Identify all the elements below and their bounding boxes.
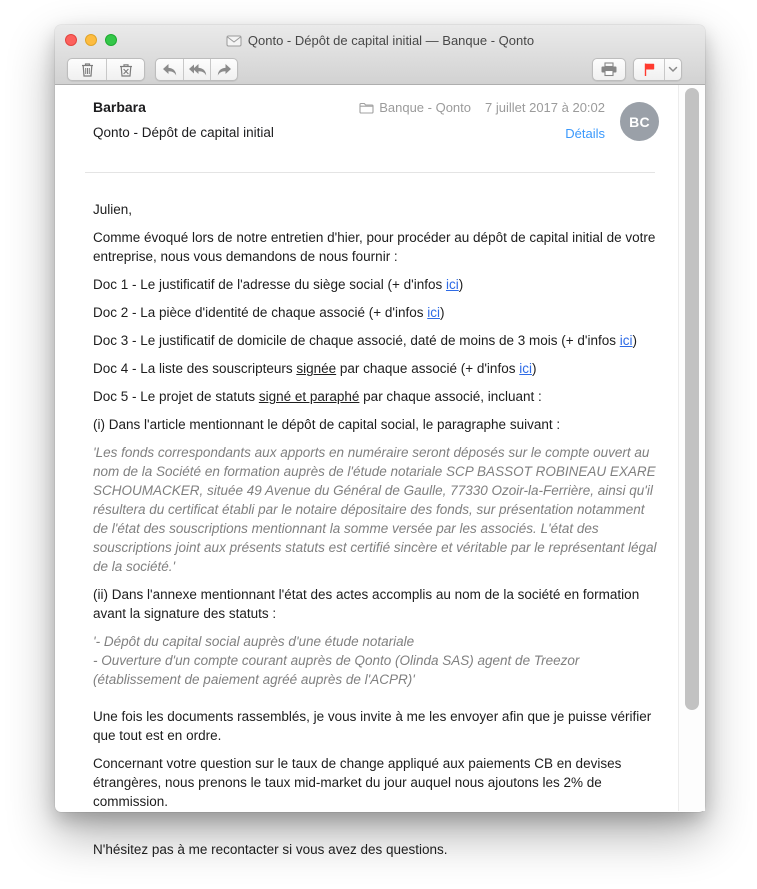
flag-segment [633,58,682,81]
doc-underline: signé et paraphé [258,389,360,404]
date-label: 7 juillet 2017 à 20:02 [485,100,605,115]
info-link[interactable]: ici [519,361,532,376]
annex-quote-line-1: '- Dépôt du capital social auprès d'une étude notariale [93,634,415,649]
reply-all-icon [188,62,207,77]
junk-button[interactable] [106,59,144,80]
delete-button[interactable] [68,59,106,80]
doc-text: Doc 4 - La liste des souscripteurs [93,361,297,376]
greeting-paragraph: Julien, [93,202,133,217]
intro-paragraph: Comme évoqué lors de notre entretien d'hier, pour procéder au dépôt de capital initial de votre entreprise, nous vous demandons de nous fournir : [93,230,656,264]
doc-line-1 [93,275,660,294]
forward-icon [216,62,233,77]
doc-text: ) [531,361,537,376]
doc-text: ) [632,333,637,348]
mailbox-name: Banque - Qonto [379,100,472,115]
doc-text: par chaque associé, incluant : [359,389,542,404]
title-row [55,25,705,55]
message-content [55,85,705,857]
info-link[interactable]: ici [619,333,633,348]
mailbox-label [359,100,471,115]
junk-icon [118,62,134,78]
doc-line-4 [93,359,660,378]
fx-paragraph: Concernant votre question sur le taux de change appliqué aux paiements CB en devises étrangères, nous prenons le taux mid-market du jour auquel nous ajoutons les 2% de commission. [93,756,622,809]
chevron-down-icon [668,66,678,73]
info-link[interactable]: ici [445,277,459,292]
folder-icon [359,102,374,114]
annex-quote-line-2: - Ouverture d'un compte courant auprès de Qonto (Olinda SAS) agent de Treezor (établissement de paiement agréé auprès de l'ACPR)' [93,653,580,687]
toolbar [55,55,705,85]
window-chrome [55,25,705,85]
closing-paragraph: N'hésitez pas à me recontacter si vous avez des questions. [93,842,448,857]
doc-line-5 [93,387,660,406]
scrollbar-thumb[interactable] [685,88,699,710]
window-title: Qonto - Dépôt de capital initial — Banque - Qonto [247,32,535,48]
flag-button[interactable] [634,59,664,80]
email-body [93,173,660,859]
reply-all-button[interactable] [183,59,210,80]
doc-line-2 [93,303,660,322]
doc-text: Doc 5 - Le projet de statuts [93,389,259,404]
scrollbar-track[interactable] [678,85,705,811]
details-link[interactable]: Détails [565,126,605,141]
forward-button[interactable] [210,59,237,80]
print-icon [600,62,618,77]
flag-menu-button[interactable] [664,59,681,80]
info-link[interactable]: ici [427,305,440,320]
header-meta [359,100,605,115]
envelope-icon [226,34,242,47]
point-ii-paragraph: (ii) Dans l'annexe mentionnant l'état des actes accomplis au nom de la société en formation avant la signature des statuts : [93,587,640,621]
annex-quote [93,632,660,689]
sender-name: Barbara [93,99,146,115]
doc-underline: signée [296,361,337,376]
doc-text: ) [440,305,445,320]
doc-text: Doc 3 - Le justificatif de domicile de chaque associé, daté de moins de 3 mois (+ d'infos [93,333,620,348]
titlebar[interactable] [55,25,705,55]
doc-text: par chaque associé (+ d'infos [336,361,520,376]
message-header [55,85,705,172]
print-button[interactable] [592,58,626,81]
point-i-paragraph: (i) Dans l'article mentionnant le dépôt de capital social, le paragraphe suivant : [93,417,561,432]
send-paragraph: Une fois les documents rassemblés, je vous invite à me les envoyer afin que je puisse vérifier que tout est en ordre. [93,709,652,743]
reply-segment [155,58,238,81]
subject-line: Qonto - Dépôt de capital initial [93,125,274,140]
reply-icon [161,62,178,77]
doc-text: Doc 2 - La pièce d'identité de chaque associé (+ d'infos [93,305,428,320]
mail-message-window [55,25,705,857]
flag-icon [642,62,656,77]
doc-text: Doc 1 - Le justificatif de l'adresse du siège social (+ d'infos [93,277,446,292]
doc-line-3 [93,331,660,350]
delete-junk-segment [67,58,145,81]
statutes-quote: 'Les fonds correspondants aux apports en numéraire seront déposés sur le compte ouvert au nom de la Société en formation auprès de l'étude notariale SCP BASSOT ROBINEAU EXARE SCHOUMACKER, située 49 Avenue du Général de Gaulle, 77330 Ozoir-la-Ferrière, ainsi qu'il résultera du certificat établi par le notaire dépositaire des fonds, sur présentation notamment de l'état des souscriptions mentionnant la somme versée par les associés. L'état des souscriptions joint aux présents statuts est certifié sincère et véritable par le représentant légal de la société.' [93,445,657,574]
avatar[interactable]: BC [620,102,659,141]
trash-icon [80,62,95,78]
doc-text: ) [458,277,464,292]
reply-button[interactable] [156,59,183,80]
